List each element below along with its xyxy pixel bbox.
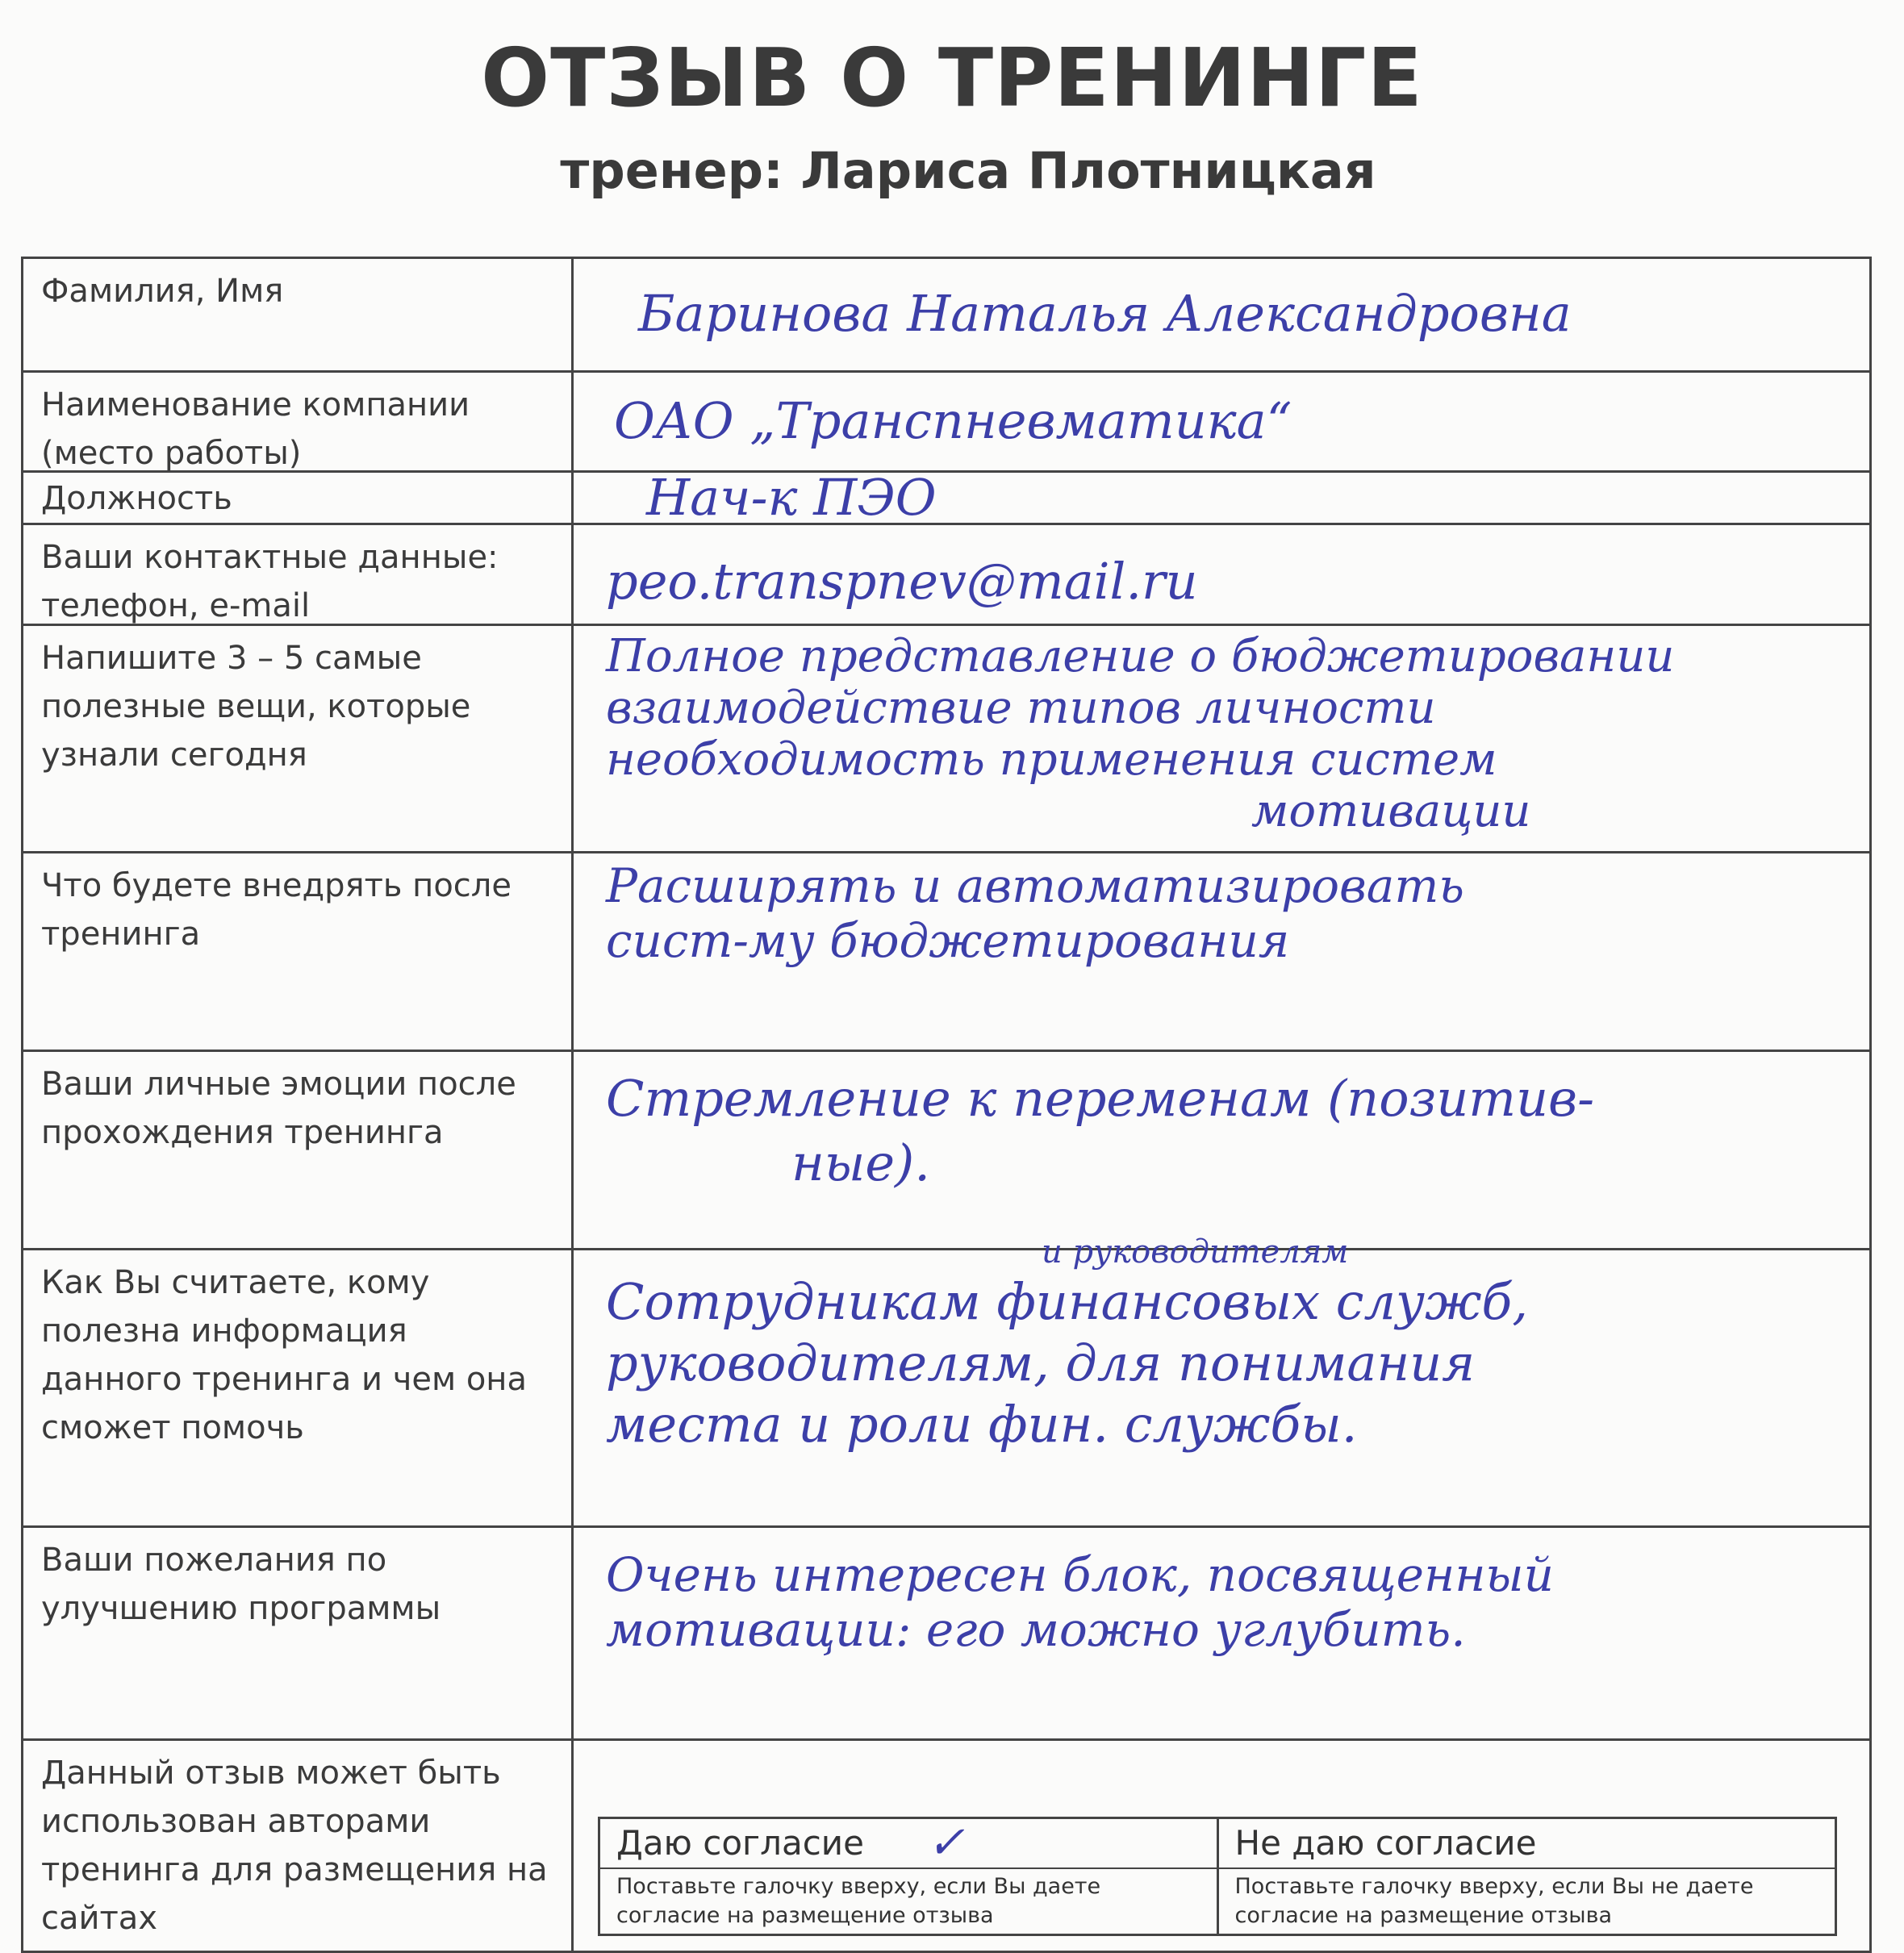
row-consent [23,1741,1869,1951]
label-consent: Данный отзыв может быть использован авторами тренинга для размещения на сайтах [23,1741,574,1951]
consent-agree-note: Поставьте галочку вверху, если Вы даете согласие на размещение отзыва [616,1874,1101,1928]
answer-useful-things[interactable] [574,626,1869,851]
checkmark-icon: ✓ [927,1817,965,1869]
answer-line: Расширять и автоматизировать [606,858,1464,913]
consent-agree-label: Даю согласие [616,1823,864,1863]
row-useful-things [23,626,1869,853]
row-wishes [23,1528,1869,1741]
answer-line: Стремление к переменам (позитив- [606,1069,1595,1128]
label-contacts: Ваши контактные данные: телефон, e-mail [23,525,574,624]
answer-line: мотивации: его можно углубить. [606,1602,1466,1657]
row-contacts [23,525,1869,626]
consent-agree-cell[interactable] [600,1819,1217,1934]
consent-disagree-label: Не даю согласие [1234,1823,1537,1863]
answer-line: сист-му бюджетирования [606,913,1290,968]
row-position [23,468,1869,527]
consent-disagree-header[interactable] [1219,1819,1835,1869]
answer-company[interactable] [574,373,1869,470]
trainer-subtitle: тренер: Лариса Плотницкая [560,141,1376,200]
answer-line: Баринова Наталья Александровна [638,284,1572,343]
answer-wishes[interactable] [574,1528,1869,1738]
row-implement [23,853,1869,1052]
answer-consent [574,1741,1869,1951]
answer-line: Полное представление о бюджетировании [606,630,1675,682]
answer-line: ОАО „Транспневматика“ [614,391,1292,450]
answer-line: Очень интересен блок, посвященный [606,1547,1555,1602]
answer-full-name[interactable] [574,259,1869,370]
row-full-name [23,259,1869,373]
consent-disagree-cell[interactable] [1217,1819,1835,1934]
consent-table [598,1817,1837,1936]
label-full-name: Фамилия, Имя [23,259,574,370]
label-implement: Что будете внедрять после тренинга [23,853,574,1050]
label-wishes: Ваши пожелания по улучшению программы [23,1528,574,1738]
answer-line: мотивации [1251,785,1531,837]
answer-line: peo.transpnev@mail.ru [606,552,1198,611]
page-title: ОТЗЫВ О ТРЕНИНГЕ [481,31,1423,125]
label-position: Должность [23,473,574,523]
answer-position[interactable] [574,468,1869,527]
answer-contacts[interactable] [574,525,1869,624]
label-company: Наименование компании (место работы) [23,373,574,470]
feedback-form [21,257,1872,1953]
answer-implement[interactable] [574,853,1869,1050]
answer-line: Нач-к ПЭО [646,468,937,527]
label-useful-things: Напишите 3 – 5 самые полезные вещи, которые узнали сегодня [23,626,574,851]
answer-line: взаимодействие типов личности [606,682,1436,734]
consent-agree-header[interactable] [600,1819,1217,1869]
answer-line: ные). [791,1133,930,1192]
answer-insertion: и руководителям [1042,1233,1349,1271]
row-company [23,373,1869,473]
answer-line: руководителям, для понимания [606,1333,1476,1392]
label-who-benefits: Как Вы считаете, кому полезна информация данного тренинга и чем она сможет помочь [23,1250,574,1525]
answer-line: Сотрудникам финансовых служб, [606,1272,1528,1331]
consent-disagree-note: Поставьте галочку вверху, если Вы не даете согласие на размещение отзыва [1234,1874,1754,1928]
answer-line: необходимость применения систем [606,733,1497,786]
answer-emotions[interactable] [574,1052,1869,1248]
label-emotions: Ваши личные эмоции после прохождения тренинга [23,1052,574,1248]
row-who-benefits [23,1233,1869,1528]
answer-who-benefits[interactable] [574,1233,1869,1525]
answer-line: места и роли фин. службы. [606,1395,1358,1454]
row-emotions [23,1052,1869,1250]
